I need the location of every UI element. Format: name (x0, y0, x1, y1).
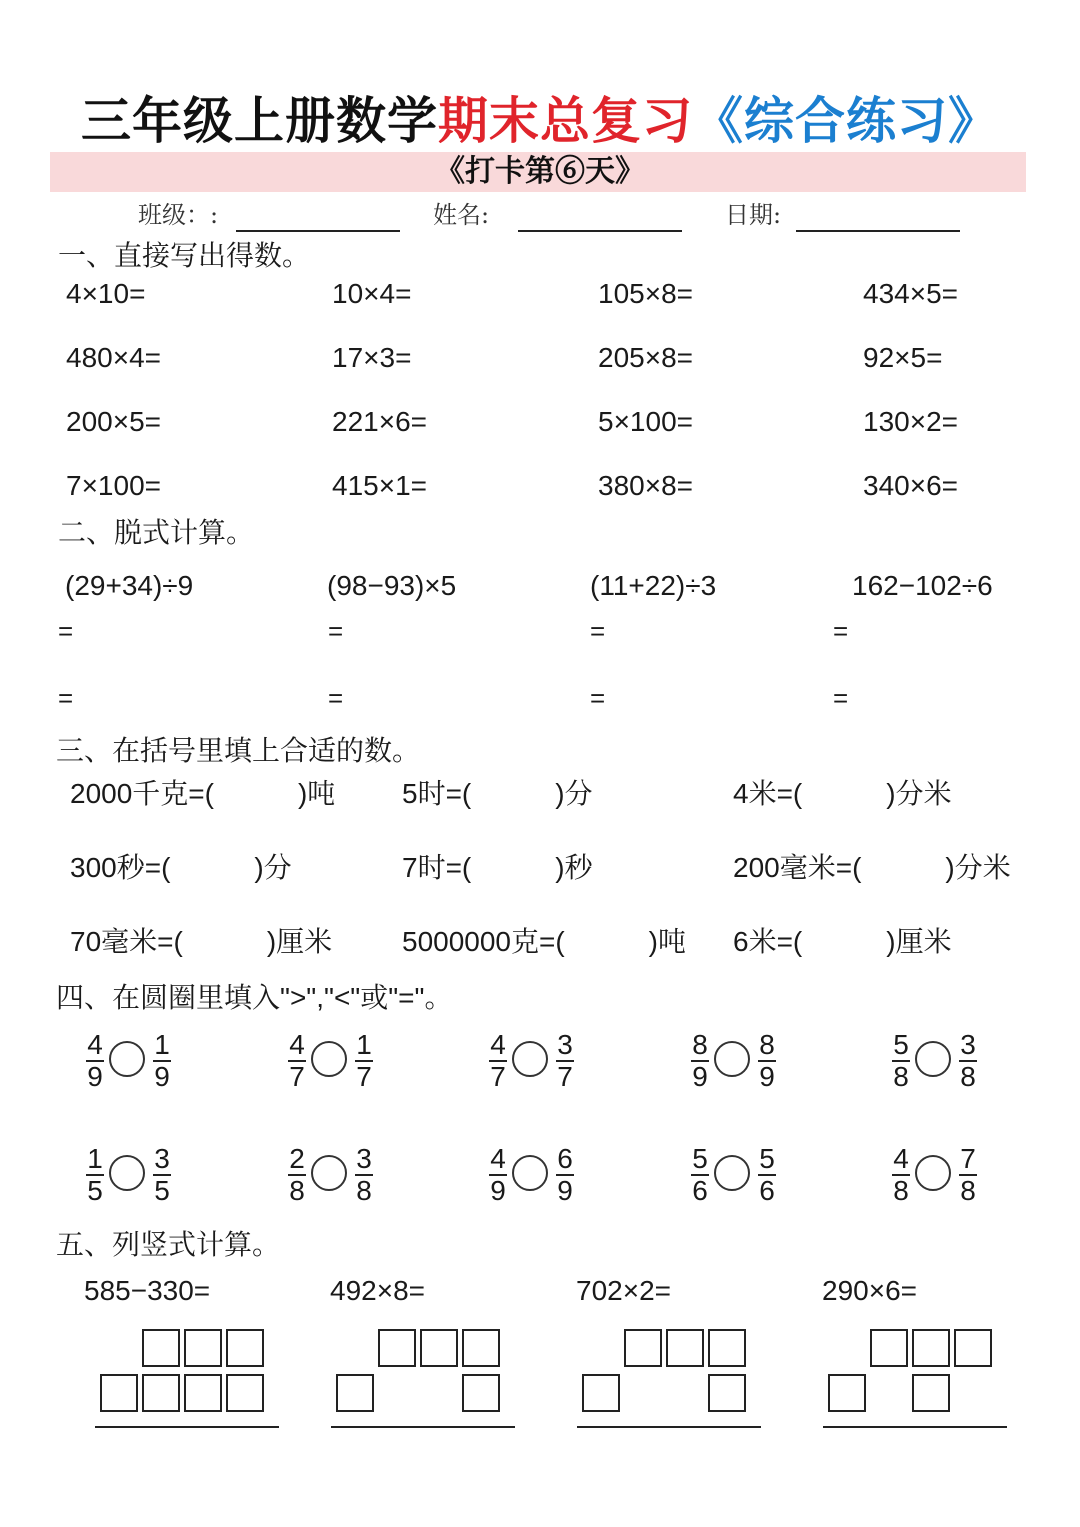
right-numerator: 1 (356, 1029, 372, 1060)
right-denominator: 8 (960, 1061, 976, 1092)
vertical-calc-problem: 702×2= (576, 1275, 671, 1306)
answer-box[interactable] (184, 1374, 222, 1412)
step-calc-equals: = (590, 683, 606, 713)
answer-circle[interactable] (915, 1041, 951, 1077)
date-label: 日期: (725, 201, 782, 229)
answer-box[interactable] (462, 1374, 500, 1412)
oral-calc-problem: 7×100= (66, 470, 161, 501)
step-calc-equals: = (58, 616, 74, 646)
fraction-bar (153, 1060, 171, 1062)
unit-conversion-problem: 2000千克=( )吨 (70, 778, 336, 809)
fraction-comparison (285, 1144, 377, 1206)
left-numerator: 5 (893, 1029, 909, 1060)
fraction-bar (892, 1174, 910, 1176)
step-calc-problem: (29+34)÷9 (65, 570, 194, 601)
oral-calc-problem: 4×10= (66, 278, 146, 309)
answer-circle[interactable] (512, 1041, 548, 1077)
answer-box[interactable] (708, 1374, 746, 1412)
answer-box[interactable] (462, 1329, 500, 1367)
step-calc-equals: = (590, 616, 606, 646)
oral-calc-problem: 434×5= (863, 278, 958, 309)
fraction-bar (86, 1060, 104, 1062)
unit-conversion-problem: 5000000克=( )吨 (402, 926, 687, 957)
left-numerator: 5 (692, 1143, 708, 1174)
answer-box[interactable] (912, 1329, 950, 1367)
vertical-calc-problem: 492×8= (330, 1275, 425, 1306)
left-numerator: 8 (692, 1029, 708, 1060)
answer-circle[interactable] (714, 1041, 750, 1077)
oral-calc-problem: 5×100= (598, 406, 693, 437)
fraction-bar (86, 1174, 104, 1176)
right-numerator: 3 (154, 1143, 170, 1174)
result-line (95, 1426, 279, 1428)
right-denominator: 9 (557, 1175, 573, 1206)
right-denominator: 8 (960, 1175, 976, 1206)
right-denominator: 6 (759, 1175, 775, 1206)
step-calc-equals: = (328, 616, 344, 646)
left-denominator: 9 (692, 1061, 708, 1092)
unit-conversion-problem: 70毫米=( )厘米 (70, 926, 333, 957)
answer-box[interactable] (336, 1374, 374, 1412)
vertical-calc-problem: 585−330= (84, 1275, 211, 1306)
right-denominator: 5 (154, 1175, 170, 1206)
fraction-bar (758, 1174, 776, 1176)
oral-calc-problem: 415×1= (332, 470, 427, 501)
left-numerator: 2 (289, 1143, 305, 1174)
result-line (823, 1426, 1007, 1428)
name-field[interactable] (518, 230, 682, 232)
answer-box[interactable] (142, 1374, 180, 1412)
right-denominator: 8 (356, 1175, 372, 1206)
section-1-title: 一、直接写出得数。 (58, 240, 311, 271)
fraction-bar (288, 1060, 306, 1062)
date-field[interactable] (796, 230, 960, 232)
answer-box[interactable] (624, 1329, 662, 1367)
fraction-comparison (285, 1030, 377, 1092)
step-calc-equals: = (328, 683, 344, 713)
fraction-bar (355, 1174, 373, 1176)
fraction-bar (288, 1174, 306, 1176)
fraction-comparison (486, 1144, 578, 1206)
right-denominator: 9 (154, 1061, 170, 1092)
answer-box[interactable] (226, 1374, 264, 1412)
fraction-bar (489, 1060, 507, 1062)
page-title (0, 86, 1080, 156)
answer-box[interactable] (666, 1329, 704, 1367)
step-calc-equals: = (833, 683, 849, 713)
oral-calc-problem: 205×8= (598, 342, 693, 373)
section-5-title: 五、列竖式计算。 (56, 1229, 281, 1260)
fraction-bar (489, 1174, 507, 1176)
fraction-bar (758, 1060, 776, 1062)
oral-calc-problem: 340×6= (863, 470, 958, 501)
fraction-comparison (688, 1144, 780, 1206)
fraction-bar (355, 1060, 373, 1062)
left-numerator: 4 (490, 1029, 506, 1060)
answer-box[interactable] (954, 1329, 992, 1367)
answer-circle[interactable] (311, 1155, 347, 1191)
section-4-title: 四、在圆圈里填入">","<"或"="。 (56, 982, 453, 1013)
oral-calc-problem: 130×2= (863, 406, 958, 437)
class-label: 班级：: (138, 201, 219, 229)
answer-box[interactable] (142, 1329, 180, 1367)
title-part-practice: 《综合练习》 (693, 91, 999, 150)
fraction-comparison (486, 1030, 578, 1092)
unit-conversion-problem: 200毫米=( )分米 (733, 852, 1011, 883)
step-calc-problem: (98−93)×5 (327, 570, 457, 601)
unit-conversion-problem: 7时=( )秒 (402, 852, 593, 883)
oral-calc-problem: 200×5= (66, 406, 161, 437)
right-numerator: 6 (557, 1143, 573, 1174)
left-numerator: 1 (87, 1143, 103, 1174)
unit-conversion-problem: 300秒=( )分 (70, 852, 292, 883)
answer-box[interactable] (828, 1374, 866, 1412)
oral-calc-problem: 105×8= (598, 278, 693, 309)
fraction-comparison (83, 1144, 175, 1206)
answer-box[interactable] (870, 1329, 908, 1367)
title-part-grade: 三年级上册数学 (81, 91, 438, 150)
left-denominator: 5 (87, 1175, 103, 1206)
left-denominator: 7 (490, 1061, 506, 1092)
answer-box[interactable] (708, 1329, 746, 1367)
oral-calc-problem: 480×4= (66, 342, 161, 373)
vertical-calc-problem: 290×6= (822, 1275, 917, 1306)
left-denominator: 6 (692, 1175, 708, 1206)
fraction-bar (959, 1174, 977, 1176)
right-numerator: 3 (960, 1029, 976, 1060)
answer-box[interactable] (226, 1329, 264, 1367)
left-denominator: 8 (289, 1175, 305, 1206)
right-denominator: 9 (759, 1061, 775, 1092)
unit-conversion-problem: 6米=( )厘米 (733, 926, 952, 957)
fraction-bar (556, 1060, 574, 1062)
answer-box[interactable] (184, 1329, 222, 1367)
left-numerator: 4 (87, 1029, 103, 1060)
right-numerator: 3 (557, 1029, 573, 1060)
answer-box[interactable] (912, 1374, 950, 1412)
answer-box[interactable] (420, 1329, 458, 1367)
right-numerator: 3 (356, 1143, 372, 1174)
oral-calc-problem: 380×8= (598, 470, 693, 501)
left-numerator: 4 (490, 1143, 506, 1174)
answer-circle[interactable] (109, 1041, 145, 1077)
left-denominator: 9 (87, 1061, 103, 1092)
fraction-bar (691, 1174, 709, 1176)
unit-conversion-problem: 4米=( )分米 (733, 778, 952, 809)
section-3-title: 三、在括号里填上合适的数。 (56, 735, 421, 766)
right-numerator: 7 (960, 1143, 976, 1174)
fraction-bar (556, 1174, 574, 1176)
left-denominator: 8 (893, 1061, 909, 1092)
oral-calc-problem: 17×3= (332, 342, 412, 373)
fraction-bar (691, 1060, 709, 1062)
step-calc-equals: = (58, 683, 74, 713)
fraction-bar (892, 1060, 910, 1062)
step-calc-problem: (11+22)÷3 (590, 570, 717, 601)
fraction-bar (153, 1174, 171, 1176)
fraction-comparison (83, 1030, 175, 1092)
oral-calc-problem: 10×4= (332, 278, 412, 309)
class-field[interactable] (236, 230, 400, 232)
right-denominator: 7 (356, 1061, 372, 1092)
left-denominator: 7 (289, 1061, 305, 1092)
answer-circle[interactable] (109, 1155, 145, 1191)
answer-circle[interactable] (915, 1155, 951, 1191)
fraction-comparison (688, 1030, 780, 1092)
answer-circle[interactable] (311, 1041, 347, 1077)
right-denominator: 7 (557, 1061, 573, 1092)
step-calc-equals: = (833, 616, 849, 646)
answer-box[interactable] (582, 1374, 620, 1412)
oral-calc-problem: 92×5= (863, 342, 943, 373)
answer-circle[interactable] (512, 1155, 548, 1191)
left-numerator: 4 (893, 1143, 909, 1174)
unit-conversion-problem: 5时=( )分 (402, 778, 593, 809)
section-2-title: 二、脱式计算。 (58, 517, 255, 548)
right-numerator: 1 (154, 1029, 170, 1060)
result-line (331, 1426, 515, 1428)
subtitle: 《打卡第⑥天》 (435, 154, 645, 189)
answer-box[interactable] (378, 1329, 416, 1367)
left-numerator: 4 (289, 1029, 305, 1060)
right-numerator: 5 (759, 1143, 775, 1174)
right-numerator: 8 (759, 1029, 775, 1060)
fraction-bar (959, 1060, 977, 1062)
left-denominator: 8 (893, 1175, 909, 1206)
left-denominator: 9 (490, 1175, 506, 1206)
title-part-review: 期末总复习 (438, 91, 693, 150)
answer-circle[interactable] (714, 1155, 750, 1191)
result-line (577, 1426, 761, 1428)
fraction-comparison (889, 1030, 981, 1092)
step-calc-problem: 162−102÷6 (852, 570, 993, 601)
name-label: 姓名: (433, 201, 490, 229)
fraction-comparison (889, 1144, 981, 1206)
oral-calc-problem: 221×6= (332, 406, 427, 437)
answer-box[interactable] (100, 1374, 138, 1412)
